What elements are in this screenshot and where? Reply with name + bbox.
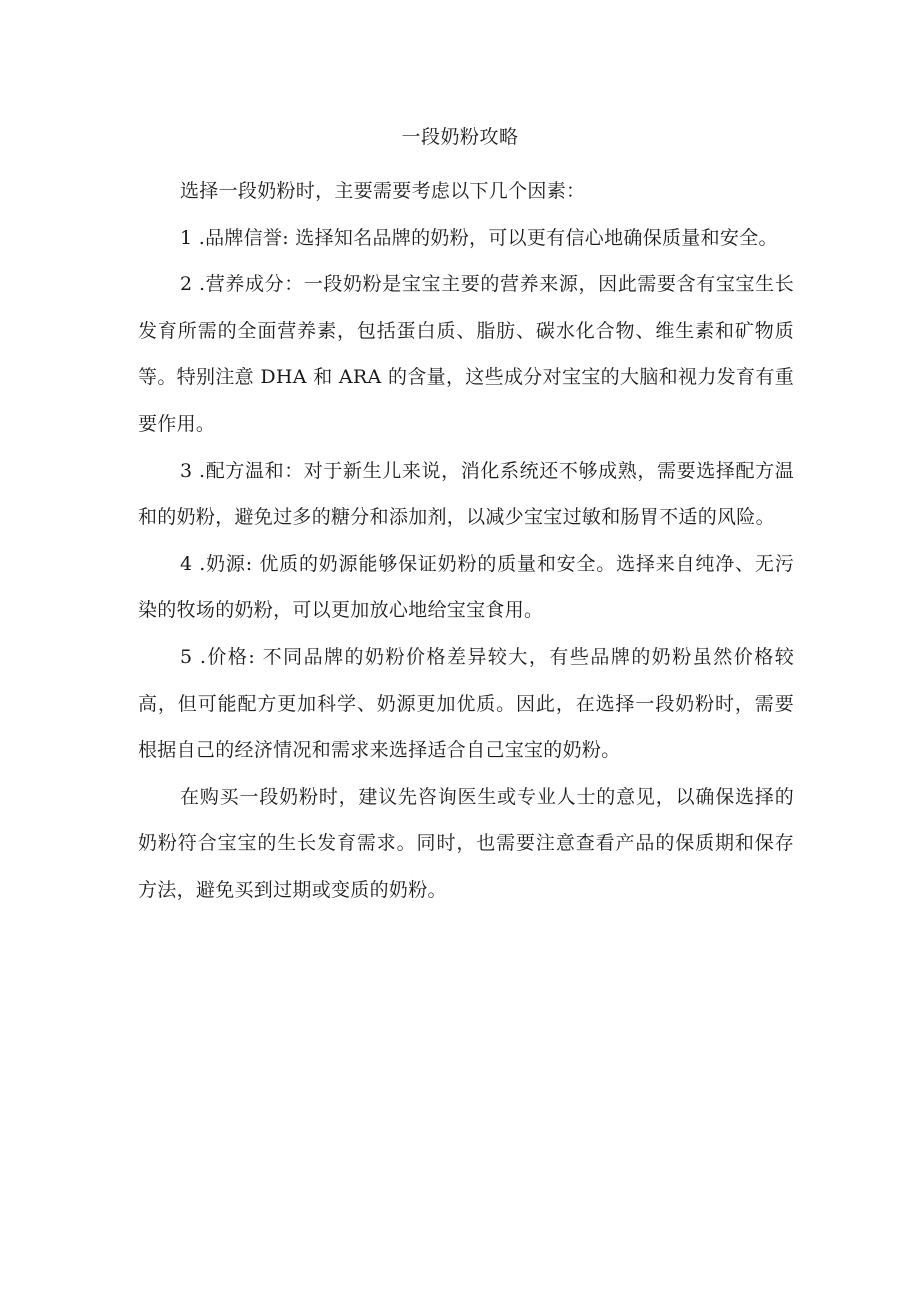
document-title: 一段奶粉攻略 (401, 126, 519, 148)
paragraph-milk-source: 4 .奶源: 优质的奶源能够保证奶粉的质量和安全。选择来自纯净、无污染的牧场的奶粉，可以更加放心地给宝宝食用。 (138, 552, 794, 622)
paragraph-price: 5 .价格: 不同品牌的奶粉价格差异较大，有些品牌的奶粉虽然价格较高，但可能配方更加科学、奶源更加优质。因此，在选择一段奶粉时，需要根据自己的经济情况和需求来选择适合自己宝宝的奶粉。 (138, 645, 794, 762)
paragraph-intro: 选择一段奶粉时，主要需要考虑以下几个因素： (180, 180, 586, 202)
paragraph-gentle-formula: 3 .配方温和：对于新生儿来说，消化系统还不够成熟，需要选择配方温和的奶粉，避免过多的糖分和添加剂，以减少宝宝过敏和肠胃不适的风险。 (138, 459, 794, 529)
paragraph-nutrition: 2 .营养成分：一段奶粉是宝宝主要的营养来源，因此需要含有宝宝生长发育所需的全面营养素，包括蛋白质、脂肪、碳水化合物、维生素和矿物质等。特别注意 DHA 和 ARA 的含量，这些成分对宝宝的大脑和视力发育有重要作用。 (138, 273, 794, 435)
document-body (138, 168, 794, 914)
paragraph-conclusion: 在购买一段奶粉时，建议先咨询医生或专业人士的意见，以确保选择的奶粉符合宝宝的生长发育需求。同时，也需要注意查看产品的保质期和保存方法，避免买到过期或变质的奶粉。 (138, 785, 794, 901)
paragraph-brand-reputation: 1 .品牌信誉: 选择知名品牌的奶粉，可以更有信心地确保质量和安全。 (180, 226, 778, 249)
